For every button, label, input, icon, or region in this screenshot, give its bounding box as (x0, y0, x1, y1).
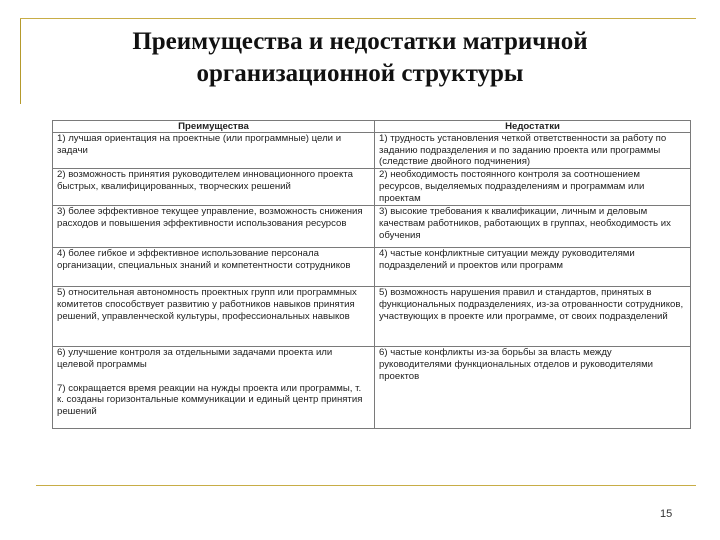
disadvantage-text: 5) возможность нарушения правил и стандартов, принятых в функциональных подразделениях, из-за отрованности сотрудников, участвующих в проекте или программе, от своих подразделений (379, 287, 684, 322)
disadvantage-text: 6) частые конфликты из-за борьбы за власть между руководителями функциональных отделов и руководителями проектов (379, 347, 654, 382)
advantage-text: 2) возможность принятия руководителем инновационного проекта быстрых, квалифицированных, творческих решений (57, 169, 353, 192)
disadvantage-cell (375, 133, 691, 169)
slide-title-line-1: Преимущества и недостатки матричной (132, 28, 588, 55)
slide-frame-left-rule (20, 18, 21, 104)
advantage-text: 6) улучшение контроля за отдельными задачами проекта или целевой программы (57, 347, 333, 370)
table-header-row (53, 121, 691, 133)
disadvantage-cell (375, 169, 691, 206)
disadvantage-cell (375, 287, 691, 347)
header-advantages: Преимущества (53, 121, 375, 133)
disadvantage-text: 3) высокие требования к квалификации, личным и деловым качествам работников, работающих в группах, необходимость их обучения (379, 206, 671, 241)
table-row (53, 206, 691, 248)
comparison-table (52, 120, 691, 429)
advantage-cell (53, 133, 375, 169)
page-number: 15 (660, 508, 673, 520)
table-row (53, 287, 691, 347)
table-row (53, 347, 691, 429)
advantage-text: 4) более гибкое и эффективное использование персонала организации, специальных знаний и компетентности сотрудников (57, 248, 351, 271)
advantage-cell (53, 287, 375, 347)
disadvantage-text: 2) необходимость постоянного контроля за соотношением ресурсов, выделяемых подразделениям и программам или проектам (379, 169, 645, 204)
slide-frame-bottom-rule (36, 485, 696, 486)
table-row (53, 133, 691, 169)
advantage-cell (53, 248, 375, 287)
slide-title (40, 26, 680, 90)
slide-frame-top-rule (20, 18, 696, 19)
advantage-text-extra: 7) сокращается время реакции на нужды проекта или программы, т. к. созданы горизонтальные коммуникации и единый центр принятия решений (57, 382, 363, 417)
table-row (53, 248, 691, 287)
disadvantage-cell (375, 248, 691, 287)
advantage-cell (53, 169, 375, 206)
disadvantage-cell (375, 206, 691, 248)
advantage-cell (53, 347, 375, 429)
advantage-text: 3) более эффективное текущее управление, возможность снижения расходов и повышения эффективности использования ресурсов (57, 206, 363, 229)
table-row (53, 169, 691, 206)
advantage-text: 1) лучшая ориентация на проектные (или программные) цели и задачи (57, 133, 342, 156)
header-disadvantages: Недостатки (375, 121, 691, 133)
disadvantage-cell (375, 347, 691, 429)
advantage-text: 5) относительная автономность проектных групп или программных комитетов способствует развитию у работников навыков принятия решений, управленческой культуры, профессиональных навыков (57, 287, 357, 322)
advantage-cell (53, 206, 375, 248)
disadvantage-text: 4) частые конфликтные ситуации между руководителями подразделений и проектов или программ (379, 248, 635, 271)
slide-title-line-2: организационной структуры (196, 60, 524, 87)
disadvantage-text: 1) трудность установления четкой ответственности за работу по заданию подразделения и по заданию проекта или программы (следствие двойного подчинения) (379, 133, 667, 168)
